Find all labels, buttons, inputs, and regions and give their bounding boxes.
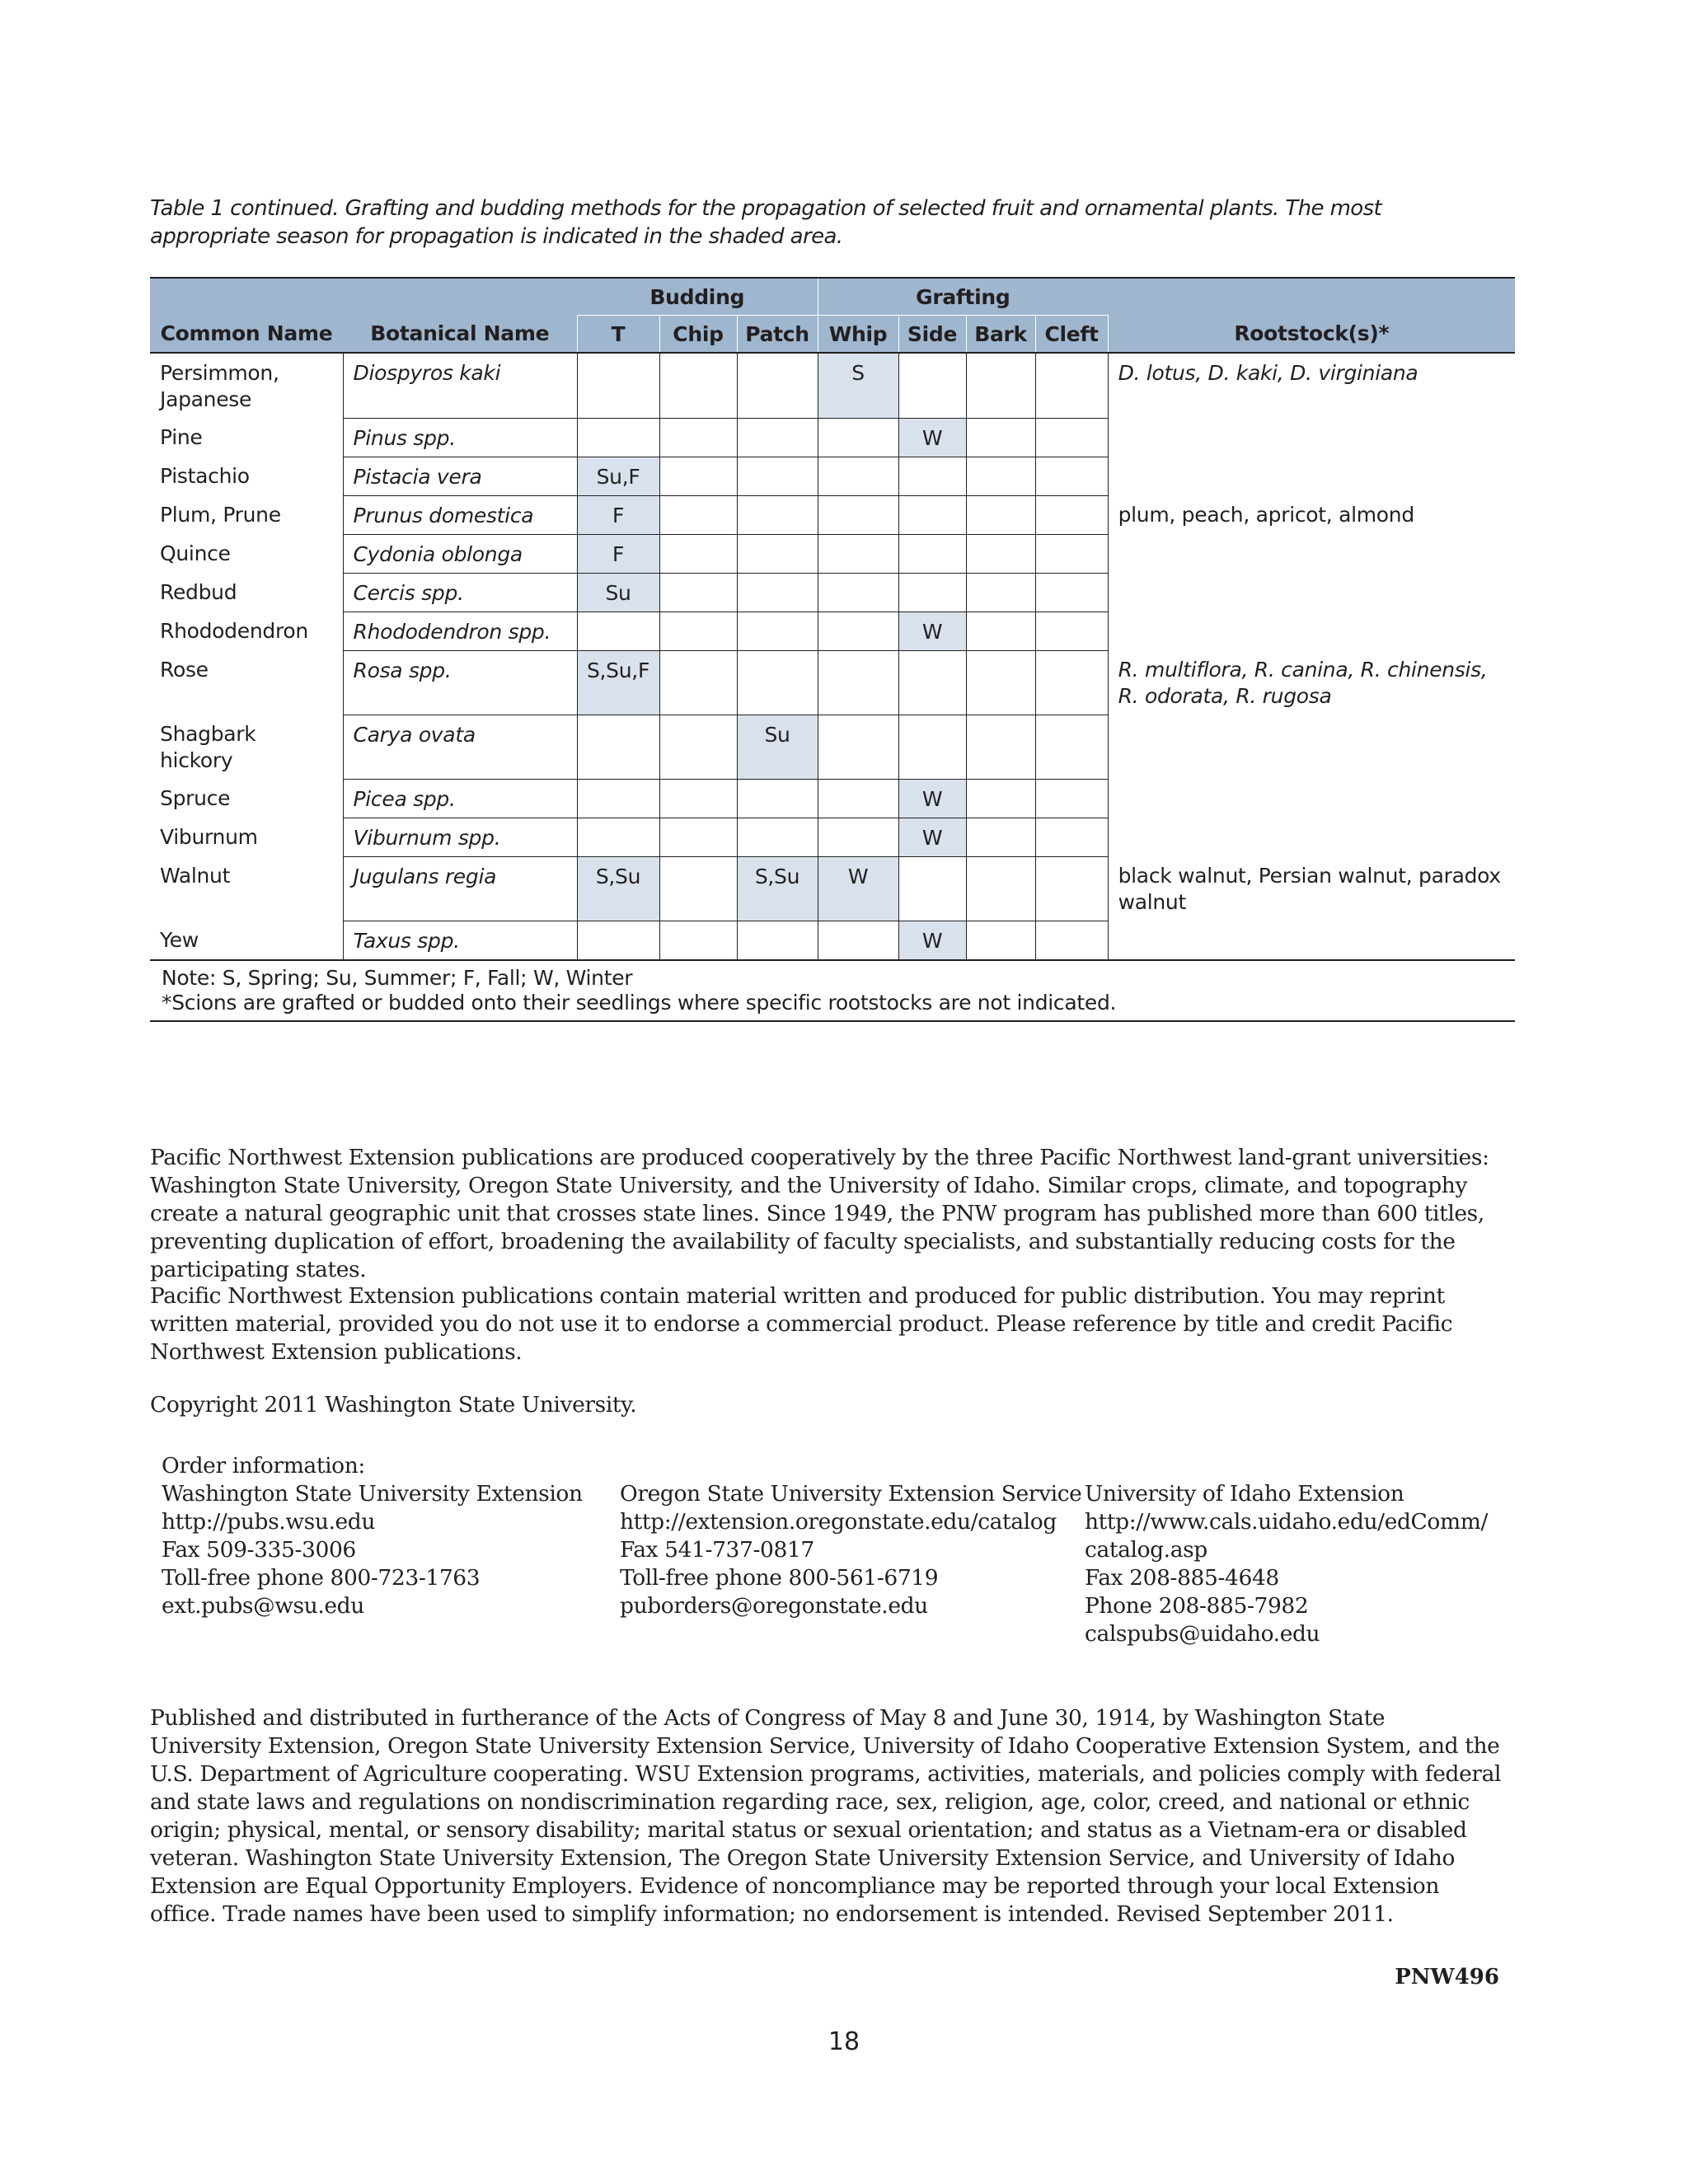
chip-cell <box>659 495 737 534</box>
order-uidaho <box>1085 1480 1488 1648</box>
patch-cell <box>737 457 818 495</box>
header-common-name: Common Name <box>150 316 343 354</box>
botanical-name-cell: Rhododendron spp. <box>343 612 577 650</box>
whip-cell <box>818 779 898 818</box>
side-cell: W <box>898 612 966 650</box>
page-number: 18 <box>828 2027 860 2056</box>
table-row <box>150 495 1515 534</box>
wsu-phone: Toll-free phone 800-723-1763 <box>162 1565 481 1591</box>
cleft-cell <box>1035 573 1108 612</box>
header-chip: Chip <box>659 316 737 354</box>
table-note <box>150 960 1515 1021</box>
side-cell: W <box>898 418 966 457</box>
header-grafting: Grafting <box>818 278 1108 316</box>
wsu-name: Washington State University Extension <box>162 1481 583 1507</box>
common-name-cell: Rose <box>160 658 209 682</box>
bark-cell <box>966 779 1035 818</box>
rootstock-cell: black walnut, Persian walnut, paradox walnut <box>1108 856 1515 921</box>
whip-cell <box>818 818 898 856</box>
side-cell <box>898 353 966 418</box>
uidaho-name: University of Idaho Extension <box>1085 1481 1404 1507</box>
whip-cell: W <box>818 856 898 921</box>
cleft-cell <box>1035 353 1108 418</box>
header-t: T <box>577 316 659 354</box>
t-cell: Su,F <box>577 457 659 495</box>
botanical-name-cell: Pinus spp. <box>343 418 577 457</box>
rootstock-cell <box>1108 921 1515 960</box>
patch-cell <box>737 418 818 457</box>
common-name-cell: Redbud <box>160 580 237 604</box>
common-name-cell: Rhododendron <box>160 619 308 643</box>
table-row <box>150 573 1515 612</box>
botanical-name-cell: Jugulans regia <box>343 856 577 921</box>
bark-cell <box>966 353 1035 418</box>
botanical-name-cell: Taxus spp. <box>343 921 577 960</box>
chip-cell <box>659 353 737 418</box>
paragraph-pnw-intro: Pacific Northwest Extension publications are produced cooperatively by the three Pacific Northwest land-grant universities: Washington State University, Oregon State University, and the University of Idaho. Similar crops, climate, and topography create a natural geographic unit that crosses state lines. Since 1949, the PNW program has published more than 600 titles, preventing duplication of effort, broadening the availability of faculty specialists, and substantially reducing costs for the participating states. <box>150 1145 1489 1282</box>
chip-cell <box>659 534 737 573</box>
wsu-email: ext.pubs@wsu.edu <box>162 1593 364 1619</box>
paragraph-reprint: Pacific Northwest Extension publications contain material written and produced for public distribution. You may reprint written material, provided you do not use it to endorse a commercial product. Please reference by title and credit Pacific Northwest Extension publications. <box>150 1283 1453 1365</box>
botanical-name-cell: Carya ovata <box>343 715 577 779</box>
botanical-name-cell: Rosa spp. <box>343 650 577 715</box>
cleft-cell <box>1035 818 1108 856</box>
botanical-name-cell: Picea spp. <box>343 779 577 818</box>
side-cell <box>898 457 966 495</box>
whip-cell <box>818 495 898 534</box>
table-row <box>150 612 1515 650</box>
paragraph-published: Published and distributed in furtherance of the Acts of Congress of May 8 and June 30, 1914, by Washington State University Extension, Oregon State University Extension Service, University of Idaho Cooperative Extension System, and the U.S. Department of Agriculture cooperating. WSU Extension programs, activities, materials, and policies comply with federal and state laws and regulations on nondiscrimination regarding race, sex, religion, age, color, creed, and national or ethnic origin; physical, mental, or sensory disability; marital status or sexual orientation; and status as a Vietnam-era or disabled veteran. Washington State University Extension, The Oregon State University Extension Service, and University of Idaho Extension are Equal Opportunity Employers. Evidence of noncompliance may be reported through your local Extension office. Trade names have been used to simplify information; no endorsement is intended. Revised September 2011. <box>150 1705 1502 1927</box>
uidaho-email: calspubs@uidaho.edu <box>1085 1621 1320 1647</box>
common-name-cell: Quince <box>160 541 231 565</box>
bark-cell <box>966 573 1035 612</box>
copyright: Copyright 2011 Washington State University. <box>150 1392 637 1418</box>
chip-cell <box>659 779 737 818</box>
table-caption: Table 1 continued. Grafting and budding methods for the propagation of selected fruit and ornamental plants. The most appropriate season for propagation is indicated in the shaded area. <box>150 196 1382 249</box>
whip-cell <box>818 573 898 612</box>
chip-cell <box>659 715 737 779</box>
chip-cell <box>659 650 737 715</box>
common-name-cell: Walnut <box>160 864 231 888</box>
header-patch: Patch <box>737 316 818 354</box>
rootstock-cell <box>1108 534 1515 573</box>
rootstock-cell: D. lotus, D. kaki, D. virginiana <box>1108 353 1515 418</box>
bark-cell <box>966 921 1035 960</box>
chip-cell <box>659 612 737 650</box>
side-cell <box>898 495 966 534</box>
uidaho-url: http://www.cals.uidaho.edu/edComm/ <box>1085 1509 1488 1535</box>
bark-cell <box>966 715 1035 779</box>
header-botanical-name: Botanical Name <box>343 316 577 354</box>
order-heading: Order information: <box>162 1453 365 1479</box>
order-wsu <box>162 1452 583 1620</box>
header-side: Side <box>898 316 966 354</box>
grafting-table <box>150 277 1515 1022</box>
t-cell: S,Su,F <box>577 650 659 715</box>
botanical-name-cell: Diospyros kaki <box>343 353 577 418</box>
cleft-cell <box>1035 779 1108 818</box>
chip-cell <box>659 818 737 856</box>
t-cell: Su <box>577 573 659 612</box>
patch-cell <box>737 818 818 856</box>
common-name-cell: Shagbark hickory <box>160 722 256 772</box>
rootstock-cell: plum, peach, apricot, almond <box>1108 495 1515 534</box>
side-cell <box>898 650 966 715</box>
t-cell: S,Su <box>577 856 659 921</box>
table-row <box>150 921 1515 960</box>
patch-cell <box>737 534 818 573</box>
uidaho-fax: Fax 208-885-4648 <box>1085 1565 1279 1591</box>
uidaho-phone: Phone 208-885-7982 <box>1085 1593 1309 1619</box>
header-whip: Whip <box>818 316 898 354</box>
t-cell <box>577 921 659 960</box>
bark-cell <box>966 650 1035 715</box>
note-line-2: *Scions are grafted or budded onto their seedlings where specific rootstocks are not indicated. <box>162 990 1117 1015</box>
patch-cell <box>737 353 818 418</box>
side-cell <box>898 573 966 612</box>
t-cell <box>577 715 659 779</box>
cleft-cell <box>1035 534 1108 573</box>
wsu-url: http://pubs.wsu.edu <box>162 1509 376 1535</box>
whip-cell <box>818 612 898 650</box>
chip-cell <box>659 856 737 921</box>
chip-cell <box>659 418 737 457</box>
bark-cell <box>966 856 1035 921</box>
header-bark: Bark <box>966 316 1035 354</box>
patch-cell <box>737 612 818 650</box>
rootstock-cell <box>1108 457 1515 495</box>
rootstock-cell <box>1108 818 1515 856</box>
table-row <box>150 856 1515 921</box>
table-row <box>150 418 1515 457</box>
cleft-cell <box>1035 495 1108 534</box>
patch-cell <box>737 495 818 534</box>
osu-url: http://extension.oregonstate.edu/catalog <box>620 1509 1057 1535</box>
common-name-cell: Spruce <box>160 786 231 810</box>
cleft-cell <box>1035 418 1108 457</box>
t-cell <box>577 418 659 457</box>
rootstock-cell <box>1108 573 1515 612</box>
osu-fax: Fax 541-737-0817 <box>620 1537 814 1563</box>
osu-email: puborders@oregonstate.edu <box>620 1593 928 1619</box>
common-name-cell: Viburnum <box>160 825 258 849</box>
header-blank <box>150 278 577 316</box>
side-cell <box>898 534 966 573</box>
whip-cell <box>818 921 898 960</box>
rootstock-cell <box>1108 612 1515 650</box>
botanical-name-cell: Viburnum spp. <box>343 818 577 856</box>
t-cell: F <box>577 495 659 534</box>
cleft-cell <box>1035 715 1108 779</box>
patch-cell: Su <box>737 715 818 779</box>
side-cell: W <box>898 921 966 960</box>
whip-cell <box>818 418 898 457</box>
side-cell: W <box>898 818 966 856</box>
side-cell: W <box>898 779 966 818</box>
common-name-cell: Pistachio <box>160 464 250 488</box>
whip-cell <box>818 715 898 779</box>
table-row <box>150 715 1515 779</box>
whip-cell <box>818 457 898 495</box>
header-blank-right <box>1108 278 1515 316</box>
common-name-cell: Persimmon, Japanese <box>160 361 279 411</box>
rootstock-cell <box>1108 418 1515 457</box>
publication-number: PNW496 <box>1395 1965 1499 1990</box>
table-note-row <box>150 960 1515 1021</box>
bark-cell <box>966 818 1035 856</box>
cleft-cell <box>1035 650 1108 715</box>
t-cell <box>577 779 659 818</box>
header-rootstock: Rootstock(s)* <box>1108 316 1515 354</box>
botanical-name-cell: Cercis spp. <box>343 573 577 612</box>
whip-cell <box>818 534 898 573</box>
t-cell: F <box>577 534 659 573</box>
common-name-cell: Yew <box>150 921 343 960</box>
cleft-cell <box>1035 612 1108 650</box>
botanical-name-cell: Pistacia vera <box>343 457 577 495</box>
whip-cell <box>818 650 898 715</box>
patch-cell <box>737 779 818 818</box>
side-cell <box>898 715 966 779</box>
t-cell <box>577 612 659 650</box>
header-cleft: Cleft <box>1035 316 1108 354</box>
rootstock-cell <box>1108 715 1515 779</box>
chip-cell <box>659 573 737 612</box>
table-row <box>150 534 1515 573</box>
cleft-cell <box>1035 457 1108 495</box>
chip-cell <box>659 457 737 495</box>
cleft-cell <box>1035 856 1108 921</box>
t-cell <box>577 353 659 418</box>
uidaho-url-cont: catalog.asp <box>1085 1537 1207 1563</box>
botanical-name-cell: Prunus domestica <box>343 495 577 534</box>
header-budding: Budding <box>577 278 818 316</box>
osu-phone: Toll-free phone 800-561-6719 <box>620 1565 939 1591</box>
patch-cell <box>737 573 818 612</box>
osu-name: Oregon State University Extension Service <box>620 1481 1082 1507</box>
order-osu <box>620 1480 1081 1620</box>
table-row <box>150 818 1515 856</box>
bark-cell <box>966 418 1035 457</box>
bark-cell <box>966 495 1035 534</box>
table-row <box>150 779 1515 818</box>
table-row <box>150 650 1515 715</box>
patch-cell <box>737 921 818 960</box>
botanical-name-cell: Cydonia oblonga <box>343 534 577 573</box>
common-name-cell: Pine <box>160 425 203 449</box>
side-cell <box>898 856 966 921</box>
wsu-fax: Fax 509-335-3006 <box>162 1537 356 1563</box>
chip-cell <box>659 921 737 960</box>
bark-cell <box>966 612 1035 650</box>
patch-cell: S,Su <box>737 856 818 921</box>
whip-cell: S <box>818 353 898 418</box>
patch-cell <box>737 650 818 715</box>
note-line-1: Note: S, Spring; Su, Summer; F, Fall; W, Winter <box>162 965 633 990</box>
common-name-cell: Plum, Prune <box>160 503 281 527</box>
rootstock-cell <box>1108 779 1515 818</box>
bark-cell <box>966 457 1035 495</box>
rootstock-cell: R. multiflora, R. canina, R. chinensis, R. odorata, R. rugosa <box>1108 650 1515 715</box>
table-row <box>150 353 1515 418</box>
bark-cell <box>966 534 1035 573</box>
cleft-cell <box>1035 921 1108 960</box>
table-row <box>150 457 1515 495</box>
t-cell <box>577 818 659 856</box>
